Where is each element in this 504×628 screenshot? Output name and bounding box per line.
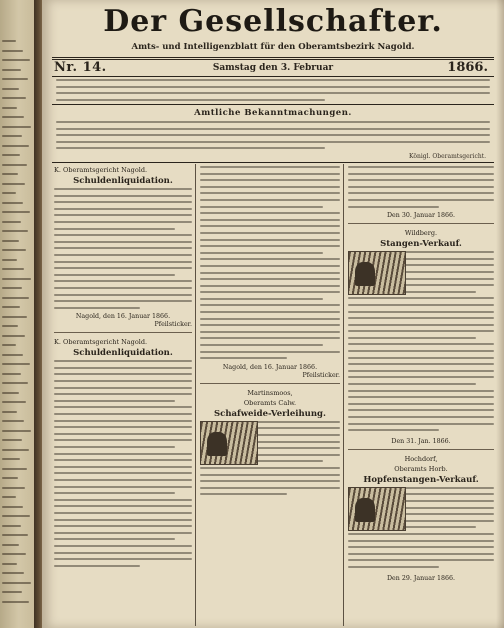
adjacent-page-text-fragment bbox=[2, 553, 26, 555]
text-line bbox=[54, 472, 192, 474]
text-line bbox=[54, 360, 192, 362]
text-line bbox=[200, 357, 287, 359]
text-line bbox=[348, 409, 494, 411]
adjacent-page-text-fragment bbox=[2, 392, 19, 394]
masthead-title: Der Gesellschafter. bbox=[103, 4, 443, 39]
official-notice-signature: Königl. Oberamtsgericht. bbox=[409, 153, 486, 160]
text-line bbox=[54, 221, 192, 223]
text-line bbox=[54, 453, 192, 455]
text-line bbox=[200, 351, 340, 353]
notice-place: Martinsmoos, bbox=[247, 388, 293, 397]
woodcut-figures-icon bbox=[348, 251, 406, 295]
notice-divider bbox=[54, 332, 192, 333]
text-line bbox=[54, 241, 192, 243]
adjacent-page-text-fragment bbox=[2, 506, 23, 508]
adjacent-page-text-fragment bbox=[2, 601, 29, 603]
adjacent-page-text-fragment bbox=[2, 496, 16, 498]
notice-body-lines bbox=[54, 360, 192, 566]
masthead-subtitle: Amts- und Intelligenzblatt für den Oberamtsbezirk Nagold. bbox=[131, 42, 415, 52]
adjacent-page-text-fragment bbox=[2, 240, 19, 242]
adjacent-page-text-fragment bbox=[2, 591, 22, 593]
adjacent-page-text-fragment bbox=[2, 468, 27, 470]
adjacent-page-text-fragment bbox=[2, 477, 18, 479]
text-line bbox=[348, 553, 494, 555]
text-line bbox=[200, 344, 323, 346]
column-left bbox=[54, 166, 192, 624]
adjacent-page-strip bbox=[0, 0, 34, 628]
text-line bbox=[348, 311, 494, 313]
adjacent-page-text-fragment bbox=[2, 401, 26, 403]
text-line bbox=[200, 258, 340, 260]
notice-body-lines bbox=[200, 166, 340, 359]
text-line bbox=[54, 420, 192, 422]
text-line bbox=[54, 234, 192, 236]
text-line bbox=[54, 261, 192, 263]
text-line bbox=[54, 393, 192, 395]
text-line bbox=[54, 499, 192, 501]
adjacent-page-text-fragment bbox=[2, 544, 19, 546]
column-middle bbox=[200, 166, 340, 624]
adjacent-page-text-fragment bbox=[2, 572, 24, 574]
section-heading: Amtliche Bekanntmachungen. bbox=[194, 108, 352, 118]
notice-signature: Pfeilsticker. bbox=[154, 321, 192, 329]
text-line bbox=[200, 192, 340, 194]
column-divider bbox=[343, 164, 344, 626]
adjacent-page-text-fragment bbox=[2, 525, 21, 527]
text-line bbox=[54, 280, 192, 282]
text-line bbox=[348, 533, 494, 535]
text-line bbox=[54, 505, 192, 507]
text-line bbox=[56, 128, 490, 130]
notice-divider bbox=[348, 223, 494, 224]
notice-date: Nagold, den 16. Januar 1866. bbox=[75, 313, 171, 321]
text-line bbox=[200, 467, 340, 469]
text-line bbox=[348, 206, 439, 208]
text-lines bbox=[56, 121, 490, 149]
text-line bbox=[54, 413, 192, 415]
text-line bbox=[54, 446, 175, 448]
adjacent-page-text-fragment bbox=[2, 458, 20, 460]
text-line bbox=[56, 147, 325, 149]
official-notice-text bbox=[56, 121, 490, 151]
issue-number: Nr. 14. bbox=[54, 60, 107, 75]
text-line bbox=[348, 297, 494, 299]
text-line bbox=[54, 307, 140, 309]
text-line bbox=[54, 367, 192, 369]
adjacent-page-text-fragment bbox=[2, 534, 28, 536]
text-line bbox=[54, 287, 192, 289]
adjacent-page-text-fragment bbox=[2, 278, 31, 280]
adjacent-page-text-fragment bbox=[2, 449, 29, 451]
text-line bbox=[54, 201, 192, 203]
adjacent-page-text-fragment bbox=[2, 373, 21, 375]
adjacent-page-text-fragment bbox=[2, 249, 26, 251]
notice-place: Hochdorf, bbox=[404, 454, 438, 463]
adjacent-page-text-fragment bbox=[2, 211, 30, 213]
text-line bbox=[54, 519, 192, 521]
text-line bbox=[348, 192, 494, 194]
text-line bbox=[348, 540, 494, 542]
text-line bbox=[54, 512, 192, 514]
text-line bbox=[348, 324, 494, 326]
text-line bbox=[56, 79, 490, 81]
illustrated-notice bbox=[348, 251, 494, 436]
notice-date: Den 30. Januar 1866. bbox=[386, 212, 456, 220]
text-line bbox=[54, 400, 175, 402]
text-line bbox=[54, 208, 192, 210]
text-line bbox=[348, 416, 494, 418]
text-line bbox=[348, 166, 494, 168]
text-line bbox=[200, 186, 340, 188]
adjacent-page-text-fragment bbox=[2, 411, 17, 413]
text-line bbox=[348, 390, 494, 392]
notice-body-lines bbox=[54, 188, 192, 309]
text-line bbox=[200, 265, 340, 267]
text-line bbox=[54, 532, 192, 534]
text-line bbox=[54, 525, 192, 527]
text-line bbox=[200, 474, 340, 476]
text-line bbox=[200, 219, 340, 221]
illustrated-notice bbox=[200, 421, 340, 500]
adjacent-page-text-fragment bbox=[2, 107, 17, 109]
text-line bbox=[200, 487, 340, 489]
text-line bbox=[200, 179, 340, 181]
text-line bbox=[348, 186, 494, 188]
adjacent-page-text-fragment bbox=[2, 88, 19, 90]
notice-body-lines bbox=[348, 166, 494, 208]
text-line bbox=[54, 195, 192, 197]
text-line bbox=[54, 492, 175, 494]
text-line bbox=[200, 324, 340, 326]
text-line bbox=[54, 300, 192, 302]
adjacent-page-text-fragment bbox=[2, 306, 20, 308]
notice-divider bbox=[200, 383, 340, 384]
text-line bbox=[200, 212, 340, 214]
text-line bbox=[348, 376, 494, 378]
adjacent-page-text-fragment bbox=[2, 192, 16, 194]
text-line bbox=[348, 337, 476, 339]
adjacent-page-text-fragment bbox=[2, 420, 24, 422]
text-line bbox=[54, 538, 175, 540]
adjacent-page-text-fragment bbox=[2, 135, 22, 137]
text-line bbox=[348, 363, 494, 365]
text-line bbox=[348, 199, 494, 201]
text-line bbox=[54, 380, 192, 382]
adjacent-page-text-fragment bbox=[2, 297, 29, 299]
notice-header: K. Oberamtsgericht Nagold. bbox=[54, 166, 148, 174]
text-line bbox=[54, 294, 192, 296]
adjacent-page-text-fragment bbox=[2, 116, 24, 118]
text-line bbox=[200, 206, 323, 208]
adjacent-page-text-fragment bbox=[2, 78, 28, 80]
text-line bbox=[54, 426, 192, 428]
column-divider bbox=[195, 164, 196, 626]
text-line bbox=[348, 559, 494, 561]
text-line bbox=[348, 343, 494, 345]
adjacent-page-text-fragment bbox=[2, 487, 25, 489]
adjacent-page-text-fragment bbox=[2, 582, 31, 584]
text-line bbox=[56, 99, 325, 101]
text-line bbox=[200, 304, 340, 306]
subscription-info-text bbox=[56, 79, 490, 101]
text-line bbox=[54, 466, 192, 468]
notice-place: Wildberg. bbox=[404, 229, 438, 238]
adjacent-page-text-fragment bbox=[2, 97, 26, 99]
adjacent-page-text-fragment bbox=[2, 230, 28, 232]
subscription-rule bbox=[52, 104, 494, 105]
notice-place-date: Nagold, den 16. Januar 1866. bbox=[222, 363, 318, 371]
columns-top-rule bbox=[52, 162, 494, 163]
text-line bbox=[56, 141, 490, 143]
notice-header: K. Oberamtsgericht Nagold. bbox=[54, 338, 148, 347]
notice-title: Schuldenliquidation. bbox=[73, 348, 173, 359]
text-line bbox=[54, 188, 192, 190]
adjacent-page-text-fragment bbox=[2, 173, 18, 175]
text-line bbox=[200, 493, 287, 495]
text-line bbox=[200, 173, 340, 175]
binding-gutter bbox=[34, 0, 42, 628]
notice-subplace: Oberamts Calw. bbox=[243, 398, 297, 407]
adjacent-page-text-fragment bbox=[2, 316, 27, 318]
issue-rule bbox=[52, 76, 494, 77]
text-line bbox=[54, 406, 192, 408]
issue-date: Samstag den 3. Februar bbox=[212, 63, 334, 73]
text-line bbox=[200, 278, 340, 280]
text-line bbox=[54, 558, 192, 560]
adjacent-page-text-fragment bbox=[2, 221, 21, 223]
masthead-rule-double bbox=[52, 59, 494, 60]
text-line bbox=[348, 173, 494, 175]
adjacent-page-text-fragment bbox=[2, 325, 18, 327]
notice-title: Hopfenstangen-Verkauf. bbox=[363, 474, 479, 485]
notice-title: Schuldenliquidation. bbox=[73, 176, 173, 186]
adjacent-page-text-fragment bbox=[2, 145, 29, 147]
adjacent-page-text-fragment bbox=[2, 268, 24, 270]
text-line bbox=[200, 232, 340, 234]
text-line bbox=[54, 373, 192, 375]
issue-year: 1866. bbox=[447, 60, 488, 75]
notice-subplace: Oberamts Horb. bbox=[394, 464, 448, 473]
adjacent-page-text-fragment bbox=[2, 183, 25, 185]
adjacent-page-text-fragment bbox=[2, 439, 22, 441]
adjacent-page-text-fragment bbox=[2, 563, 17, 565]
adjacent-page-text-fragment bbox=[2, 40, 16, 42]
newspaper-page bbox=[42, 0, 504, 628]
text-line bbox=[56, 134, 490, 136]
text-line bbox=[200, 331, 340, 333]
adjacent-page-text-fragment bbox=[2, 259, 17, 261]
adjacent-page-text-fragment bbox=[2, 126, 31, 128]
adjacent-page-text-fragment bbox=[2, 69, 21, 71]
adjacent-page-text-fragment bbox=[2, 287, 22, 289]
text-line bbox=[200, 166, 340, 168]
adjacent-page-text-fragment bbox=[2, 154, 20, 156]
text-line bbox=[200, 480, 340, 482]
text-line bbox=[348, 403, 494, 405]
text-line bbox=[56, 121, 490, 123]
text-line bbox=[200, 272, 340, 274]
text-line bbox=[348, 423, 494, 425]
text-lines bbox=[56, 79, 490, 101]
text-line bbox=[200, 298, 323, 300]
text-line bbox=[348, 357, 494, 359]
text-line bbox=[54, 552, 192, 554]
text-line bbox=[200, 252, 323, 254]
adjacent-page-text-fragment bbox=[2, 164, 27, 166]
text-line bbox=[54, 247, 192, 249]
text-line bbox=[54, 254, 192, 256]
adjacent-page-text-fragment bbox=[2, 430, 31, 432]
notice-divider bbox=[348, 449, 494, 450]
text-line bbox=[348, 317, 494, 319]
text-line bbox=[54, 459, 192, 461]
text-line bbox=[54, 228, 175, 230]
notice-date: Den 29. Januar 1866. bbox=[386, 574, 456, 582]
text-line bbox=[200, 291, 340, 293]
adjacent-page-text-fragment bbox=[2, 59, 30, 61]
text-line bbox=[200, 225, 340, 227]
text-line bbox=[200, 245, 340, 247]
text-line bbox=[348, 396, 494, 398]
woodcut-figures-icon bbox=[348, 487, 406, 531]
text-line bbox=[348, 429, 439, 431]
text-line bbox=[200, 239, 340, 241]
adjacent-page-text-fragment bbox=[2, 354, 23, 356]
text-line bbox=[348, 179, 494, 181]
adjacent-page-text-fragment bbox=[2, 382, 28, 384]
adjacent-page-text-fragment bbox=[2, 335, 25, 337]
adjacent-page-text-fragment bbox=[2, 515, 30, 517]
text-line bbox=[54, 387, 192, 389]
notice-date: Den 31. Jan. 1866. bbox=[391, 437, 451, 445]
text-line bbox=[54, 545, 192, 547]
text-line bbox=[348, 383, 476, 385]
text-line bbox=[200, 311, 340, 313]
text-line bbox=[54, 439, 192, 441]
text-line bbox=[54, 565, 140, 567]
sheep-illustration-icon bbox=[200, 421, 258, 465]
text-line bbox=[348, 370, 494, 372]
column-right bbox=[348, 166, 494, 624]
adjacent-page-text-fragment bbox=[2, 344, 16, 346]
adjacent-page-text-fragment bbox=[2, 202, 23, 204]
text-line bbox=[54, 214, 192, 216]
text-line bbox=[348, 350, 494, 352]
text-line bbox=[200, 337, 340, 339]
text-line bbox=[348, 566, 439, 568]
text-line bbox=[54, 433, 192, 435]
text-line bbox=[56, 86, 490, 88]
text-line bbox=[200, 318, 340, 320]
illustrated-notice bbox=[348, 487, 494, 573]
text-line bbox=[200, 285, 340, 287]
notice-signature: Pfeilsticker. bbox=[302, 371, 340, 379]
text-line bbox=[200, 199, 340, 201]
notice-title: Stangen-Verkauf. bbox=[380, 239, 462, 250]
text-line bbox=[54, 267, 192, 269]
adjacent-page-text-fragment bbox=[2, 50, 23, 52]
masthead-rule bbox=[52, 57, 494, 58]
text-line bbox=[54, 486, 192, 488]
page-edge-shade bbox=[496, 0, 504, 628]
text-line bbox=[348, 546, 494, 548]
adjacent-page-text-fragment bbox=[2, 363, 30, 365]
text-line bbox=[54, 479, 192, 481]
text-line bbox=[348, 330, 494, 332]
notice-title: Schafweide-Verleihung. bbox=[214, 408, 326, 419]
text-line bbox=[348, 304, 494, 306]
text-line bbox=[54, 274, 175, 276]
text-line bbox=[56, 92, 490, 94]
